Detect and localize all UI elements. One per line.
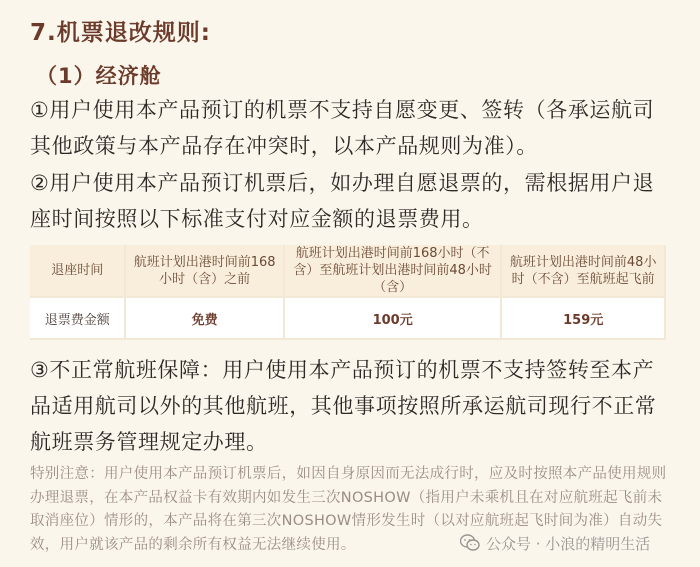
special-note: 特别注意：用户使用本产品预订机票后，如因自身原因而无法成行时，应及时按照本产品使用规则办理退票，在本产品权益卡有效期内如发生三次NOSHOW（指用户未乘机且在对应航班起飞前未取消座位）情形的，本产品将在第三次NOSHOW情形发生时（以对应航班起飞时间为准）自动失效，用户就该产品的剩余所有权益无法继续使用。 xyxy=(30,466,667,553)
wechat-icon xyxy=(460,534,480,552)
table-header-cell: 退座时间 xyxy=(30,245,126,298)
table-header-cell: 航班计划出港时间前48小时（不含）至航班起飞前 xyxy=(502,245,666,298)
watermark xyxy=(460,530,650,556)
rule-3-text: ③不正常航班保障：用户使用本产品预订的机票不支持签转至本产品适用航司以外的其他航班，其他事项按照所承运航司现行不正常航班票务管理规定办理。 xyxy=(30,358,657,454)
watermark-text: 公众号 · 小浪的精明生活 xyxy=(486,534,651,553)
rule-2-text: ②用户使用本产品预订机票后，如办理自愿退票的，需根据用户退座时间按照以下标准支付对应金额的退票费用。 xyxy=(30,171,655,231)
table-header-cell: 航班计划出港时间前168小时（含）之前 xyxy=(126,245,285,298)
table-cell: 159元 xyxy=(502,298,666,340)
table-header-cell: 航班计划出港时间前168小时（不含）至航班计划出港时间前48小时（含） xyxy=(285,245,502,298)
table-header-row xyxy=(30,245,666,298)
table-cell: 免费 xyxy=(126,298,285,340)
table-row-label: 退票费金额 xyxy=(30,298,126,340)
section-heading: 7.机票退改规则: xyxy=(30,20,211,46)
rule-1-text: ①用户使用本产品预订的机票不支持自愿变更、签转（各承运航司其他政策与本产品存在冲突时，以本产品规则为准）。 xyxy=(30,98,655,158)
subsection-heading: （1）经济舱 xyxy=(36,64,162,88)
refund-fee-table xyxy=(30,245,666,340)
table-row xyxy=(30,298,666,340)
table-cell: 100元 xyxy=(285,298,502,340)
